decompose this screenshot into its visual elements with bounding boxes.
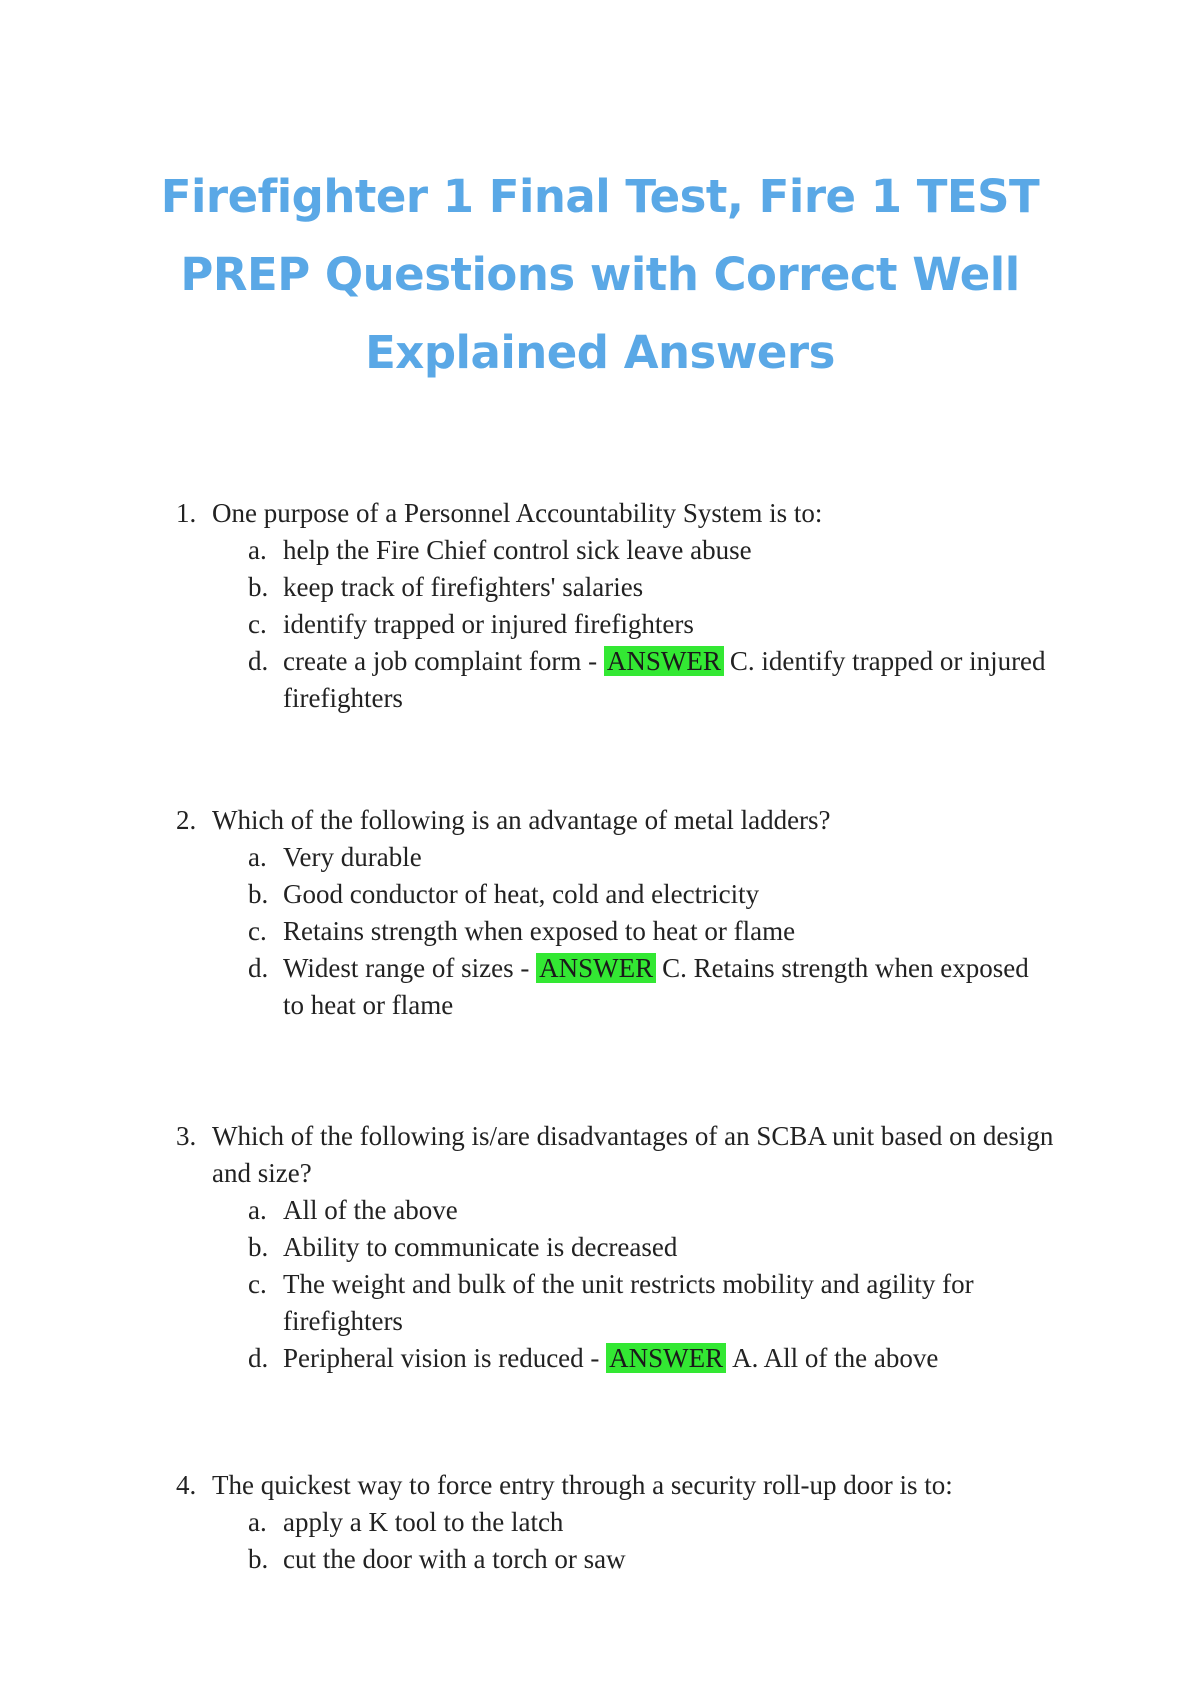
option-list: [176, 532, 1076, 717]
option-text: Peripheral vision is reduced -: [283, 1343, 607, 1373]
option-c: [248, 1266, 1076, 1340]
option-text: cut the door with a torch or saw: [283, 1544, 626, 1574]
option-b: [248, 876, 1076, 913]
answer-badge: ANSWER: [604, 646, 724, 676]
question-2: [176, 802, 1076, 1024]
option-a: [248, 1192, 1076, 1229]
option-letter: b.: [248, 1544, 269, 1574]
option-text: help the Fire Chief control sick leave abuse: [283, 535, 752, 565]
option-letter: b.: [248, 1232, 269, 1262]
option-letter: d.: [248, 646, 269, 676]
option-a: [248, 1504, 1076, 1541]
document-title: Firefighter 1 Final Test, Fire 1 TEST PREP Questions with Correct Well Explained Answers: [160, 170, 1040, 379]
option-text: All of the above: [283, 1195, 458, 1225]
answer-badge: ANSWER: [606, 1343, 726, 1373]
question-3: [176, 1118, 1076, 1377]
option-letter: a.: [248, 1507, 267, 1537]
option-text-with-answer: [283, 1340, 1053, 1377]
option-letter: a.: [248, 1195, 267, 1225]
option-b: [248, 569, 1076, 606]
option-text: create a job complaint form -: [283, 646, 604, 676]
answer-text: A. All of the above: [732, 1343, 939, 1373]
option-text: identify trapped or injured firefighters: [283, 609, 694, 639]
question-number: 1.: [176, 498, 197, 528]
question-text: Which of the following is an advantage of metal ladders?: [212, 805, 831, 835]
option-letter: a.: [248, 842, 267, 872]
option-text-with-answer: [283, 643, 1053, 717]
question-text: Which of the following is/are disadvantages of an SCBA unit based on design and size?: [212, 1121, 1054, 1188]
option-list: [176, 839, 1076, 1024]
question-text: The quickest way to force entry through a security roll-up door is to:: [212, 1470, 953, 1500]
option-text: Ability to communicate is decreased: [283, 1232, 678, 1262]
question-number: 2.: [176, 805, 197, 835]
question-text: One purpose of a Personnel Accountability System is to:: [212, 498, 823, 528]
question-number: 4.: [176, 1470, 197, 1500]
option-c: [248, 913, 1076, 950]
option-text: Retains strength when exposed to heat or flame: [283, 916, 796, 946]
option-letter: d.: [248, 953, 269, 983]
option-letter: c.: [248, 1269, 267, 1299]
option-d: [248, 950, 1076, 1024]
option-a: [248, 839, 1076, 876]
option-text: The weight and bulk of the unit restricts mobility and agility for firefighters: [283, 1269, 974, 1336]
option-letter: d.: [248, 1343, 269, 1373]
option-letter: c.: [248, 916, 267, 946]
answer-badge: ANSWER: [536, 953, 656, 983]
option-list: [176, 1504, 1076, 1578]
option-d: [248, 1340, 1076, 1377]
option-list: [176, 1192, 1076, 1377]
option-letter: c.: [248, 609, 267, 639]
option-d: [248, 643, 1076, 717]
option-text-with-answer: [283, 950, 1053, 1024]
option-letter: b.: [248, 879, 269, 909]
answer-text: C. identify trapped or injured firefighters: [283, 646, 1046, 713]
question-1: [176, 495, 1076, 717]
option-letter: b.: [248, 572, 269, 602]
question-4: [176, 1467, 1076, 1578]
answer-text: C. Retains strength when exposed to heat or flame: [283, 953, 1029, 1020]
option-text: Widest range of sizes -: [283, 953, 537, 983]
option-text: Very durable: [283, 842, 422, 872]
option-text: keep track of firefighters' salaries: [283, 572, 644, 602]
option-letter: a.: [248, 535, 267, 565]
option-b: [248, 1541, 1076, 1578]
option-b: [248, 1229, 1076, 1266]
question-list: [176, 495, 1076, 1578]
option-text: Good conductor of heat, cold and electricity: [283, 879, 760, 909]
question-number: 3.: [176, 1121, 197, 1151]
option-a: [248, 532, 1076, 569]
option-c: [248, 606, 1076, 643]
option-text: apply a K tool to the latch: [283, 1507, 564, 1537]
